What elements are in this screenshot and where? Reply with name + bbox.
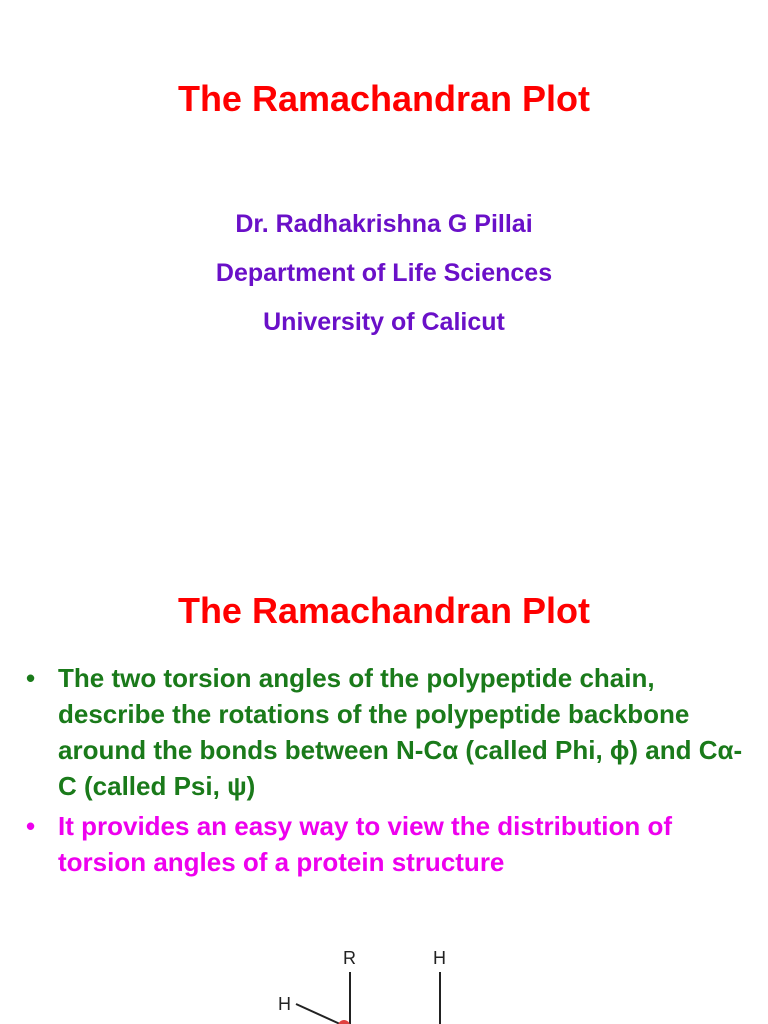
bullet-item	[26, 808, 746, 880]
university-name: University of Calicut	[263, 308, 505, 336]
bullet-text: It provides an easy way to view the distribution of torsion angles of a protein structure	[58, 811, 673, 877]
bullet-text: The two torsion angles of the polypeptide chain, describe the rotations of the polypeptide backbone around the bonds between N-Cα (called Phi, ϕ) and Cα-C (called Psi, ψ)	[58, 663, 743, 801]
content-slide	[0, 560, 768, 1024]
slide-title: The Ramachandran Plot	[177, 78, 591, 119]
hydrogen-label: H	[433, 948, 446, 968]
atom-marker	[338, 1020, 350, 1024]
bullet-item	[26, 660, 746, 804]
bullet-icon: •	[26, 811, 36, 841]
bullet-list	[26, 660, 746, 884]
r-group-label: R	[343, 948, 356, 968]
hydrogen-label: H	[278, 994, 291, 1014]
peptide-structure-diagram	[270, 940, 490, 1024]
bullet-icon: •	[26, 663, 36, 693]
author-name: Dr. Radhakrishna G Pillai	[235, 210, 533, 238]
department-name: Department of Life Sciences	[215, 259, 553, 287]
slide-title: The Ramachandran Plot	[177, 590, 591, 631]
bond-line	[296, 1004, 340, 1024]
